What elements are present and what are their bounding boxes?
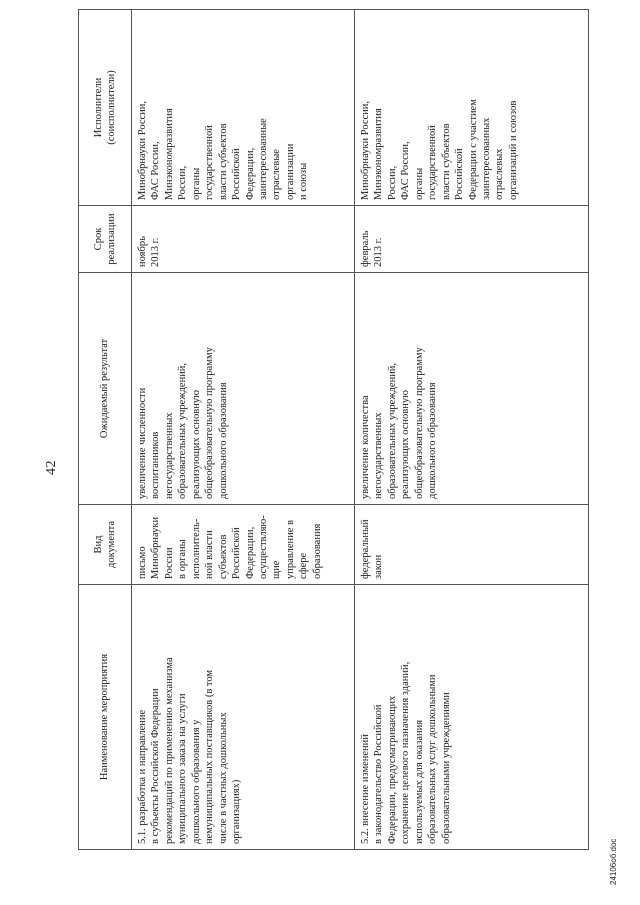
row-executors: Минобрнауки России, ФАС России, Минэкономразвития России, органы государственной власти субъектов Российской Федерации, заинтересованные отраслевые организации и союзы [132, 10, 355, 206]
row-expected-result: увеличение количества негосударственных образовательных учреждений, реализующих основную общеобразовательную программу дошкольного образования [355, 273, 589, 505]
row-doc-type: письмо Минобрнауки России в органы исполнитель- ной власти субъектов Российской Федерации, осуществляю- щие управление в сфере образования [132, 505, 355, 585]
row-term: февраль 2013 г. [355, 206, 589, 273]
row-measure-name: 5.1. разработка и направление в субъекты Российской Федерации рекомендаций по применению механизма муниципального заказа на услуги дошкольного образования у немуниципальных поставщиков (в том числе в частных дошкольных организациях) [132, 585, 355, 850]
header-result: Ожидаемый результат [79, 273, 132, 505]
table-row [355, 10, 589, 850]
row-term: ноябрь 2013 г. [132, 206, 355, 273]
table-header-row [79, 10, 132, 850]
measures-table [78, 9, 589, 850]
header-doc-type: Вид документа [79, 505, 132, 585]
row-executors: Минобрнауки России, Минэкономразвития России, ФАС России, органы государственной власти субъектов Российской Федерации с участием заинтересованных отраслевых организаций и союзов [355, 10, 589, 206]
table-row [132, 10, 355, 850]
page-number: 42 [44, 460, 59, 475]
row-doc-type: федеральный закон [355, 505, 589, 585]
document-file-id: 24106об.doc [609, 838, 618, 885]
header-name: Наименование мероприятия [79, 585, 132, 850]
row-expected-result: увеличение численности воспитанников негосударственных образовательных учреждений, реализующих основную общеобразовательную программу дошкольного образования [132, 273, 355, 505]
header-executors: Исполнители (соисполнители) [79, 10, 132, 206]
header-term: Срок реализации [79, 206, 132, 273]
row-measure-name: 5.2. внесение изменений в законодательство Российской Федерации, предусматривающих сохранение целевого назначения зданий, используемых для оказания образовательных услуг дошкольными образовательными учреждениями [355, 585, 589, 850]
